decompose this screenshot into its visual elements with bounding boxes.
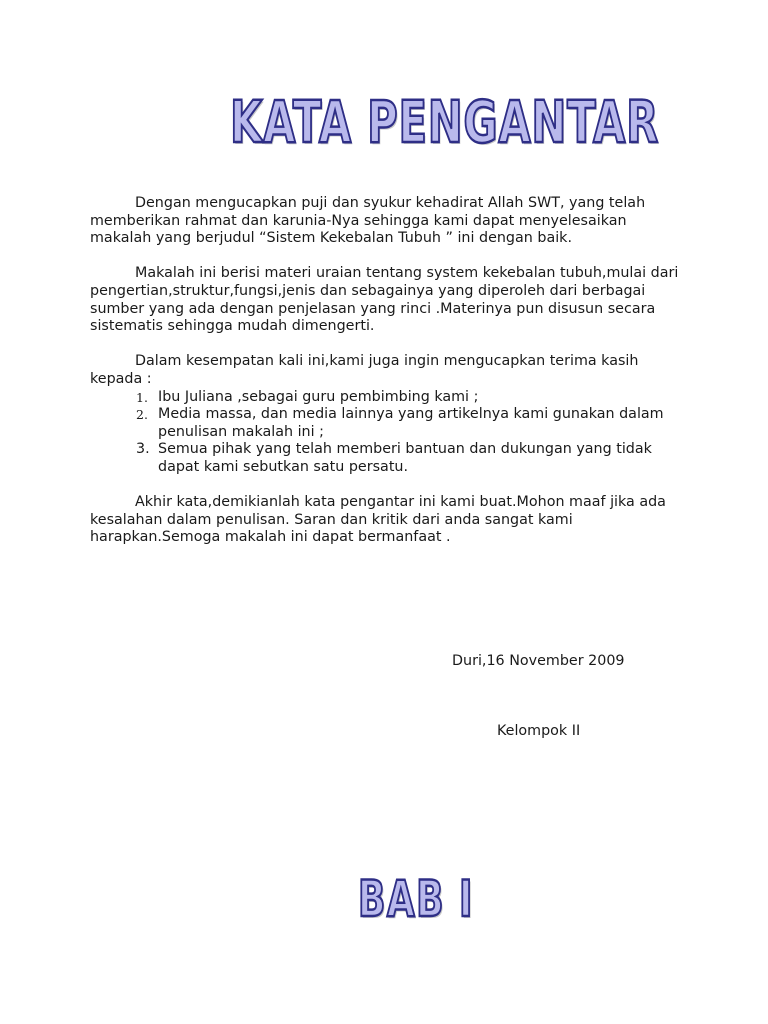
thanks-list [90,389,690,477]
paragraph-thanks: Dalam kesempatan kali ini,kami juga ingin mengucapkan terima kasih kepada : [90,353,639,387]
list-text: Media massa, dan media lainnya yang artikelnya kami gunakan dalam penulisan makalah ini ; [158,406,664,440]
chapter-title: BAB I [358,870,474,928]
place-date: Duri,16 November 2009 [452,653,625,669]
paragraph-opening: Dengan mengucapkan puji dan syukur kehadirat Allah SWT, yang telah memberikan rahmat dan karunia-Nya sehingga kami dapat menyelesaikan makalah yang berjudul “Sistem Kekebalan Tubuh ” ini dengan baik. [90,195,646,247]
list-item [90,389,690,407]
list-item [90,406,690,441]
list-text: Semua pihak yang telah memberi bantuan dan dukungan yang tidak dapat kami sebutkan satu persatu. [158,441,652,475]
paragraph-closing: Akhir kata,demikianlah kata pengantar ini kami buat.Mohon maaf jika ada kesalahan dalam penulisan. Saran dan kritik dari anda sangat kami harapkan.Semoga makalah ini dapat bermanfaat . [90,494,666,546]
list-item [90,441,690,476]
paragraph-content: Makalah ini berisi materi uraian tentang system kekebalan tubuh,mulai dari pengertian,struktur,fungsi,jenis dan sebagainya yang diperoleh dari berbagai sumber yang ada dengan penjelasan yang rinci .Materinya pun disusun secara sistematis sehingga mudah dimengerti. [90,265,679,335]
list-text: Ibu Juliana ,sebagai guru pembimbing kami ; [158,388,479,405]
list-number: 2. [136,407,148,423]
list-number: 1. [136,389,148,405]
list-number: 3. [136,441,150,458]
page-title: KATA PENGANTAR [230,88,659,156]
signature: Kelompok II [497,723,581,739]
document-body [90,195,690,564]
